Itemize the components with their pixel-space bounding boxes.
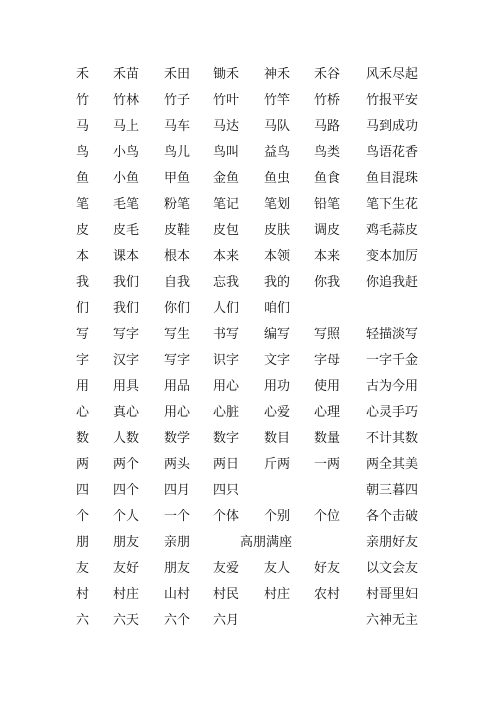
word-3-cell: 四只 <box>213 483 240 498</box>
word-5-cell: 数量 <box>314 431 341 446</box>
word-5-cell: 好友 <box>314 561 341 576</box>
idiom-cell: 古为今用 <box>366 379 419 394</box>
character-cell: 字 <box>76 353 90 368</box>
word-2-cell: 山村 <box>164 587 191 602</box>
word-5-cell: 你我 <box>314 275 341 290</box>
word-4-cell: 本领 <box>264 249 291 264</box>
idiom-cell: 变本加厉 <box>366 249 419 264</box>
word-2-cell: 你们 <box>164 301 191 316</box>
word-1-cell: 个人 <box>113 509 140 524</box>
character-cell: 笔 <box>76 197 90 212</box>
word-1-cell: 小鱼 <box>113 171 140 186</box>
word-4-cell: 我的 <box>264 275 291 290</box>
word-3-cell: 书写 <box>213 327 240 342</box>
word-row <box>0 192 500 218</box>
word-1-cell: 友好 <box>113 561 140 576</box>
word-3-cell: 个体 <box>213 509 240 524</box>
idiom-cell: 以文会友 <box>366 561 419 576</box>
word-2-cell: 马车 <box>164 119 191 134</box>
word-2-cell: 六个 <box>164 613 191 628</box>
word-2-cell: 甲鱼 <box>164 171 191 186</box>
word-1-cell: 我们 <box>113 301 140 316</box>
word-5-cell: 个位 <box>314 509 341 524</box>
character-cell: 友 <box>76 561 90 576</box>
idiom-cell: 心灵手巧 <box>366 405 419 420</box>
word-4-cell: 心爱 <box>264 405 291 420</box>
word-1-cell: 课本 <box>113 249 140 264</box>
idiom-cell: 轻描淡写 <box>366 327 419 342</box>
word-2-cell: 写字 <box>164 353 191 368</box>
word-3-cell: 村民 <box>213 587 240 602</box>
character-cell: 数 <box>76 431 90 446</box>
character-cell: 用 <box>76 379 90 394</box>
idiom-cell: 鸟语花香 <box>366 145 419 160</box>
idiom-cell: 马到成功 <box>366 119 419 134</box>
character-cell: 本 <box>76 249 90 264</box>
word-1-cell: 汉字 <box>113 353 140 368</box>
word-5-cell: 鸟类 <box>314 145 341 160</box>
word-row <box>0 62 500 88</box>
word-5-cell: 心理 <box>314 405 341 420</box>
word-2-cell: 自我 <box>164 275 191 290</box>
word-row <box>0 140 500 166</box>
word-2-cell: 数学 <box>164 431 191 446</box>
word-2-cell: 朋友 <box>164 561 191 576</box>
word-2-cell: 禾田 <box>164 67 191 82</box>
word-3-cell: 两日 <box>213 457 240 472</box>
word-4-cell: 斤两 <box>264 457 291 472</box>
word-1-cell: 竹林 <box>113 93 140 108</box>
word-row <box>0 556 500 582</box>
word-4-cell: 友人 <box>264 561 291 576</box>
word-3-cell: 用心 <box>213 379 240 394</box>
character-cell: 个 <box>76 509 90 524</box>
idiom-cell: 你追我赶 <box>366 275 419 290</box>
word-2-cell: 亲朋 <box>164 535 191 550</box>
word-1-cell: 禾苗 <box>113 67 140 82</box>
word-5-cell: 马路 <box>314 119 341 134</box>
vocabulary-sheet <box>0 62 500 634</box>
idiom-cell: 两全其美 <box>366 457 419 472</box>
word-3-cell: 六月 <box>213 613 240 628</box>
character-cell: 我 <box>76 275 90 290</box>
word-row <box>0 88 500 114</box>
idiom-cell: 亲朋好友 <box>366 535 419 550</box>
word-4-cell: 鱼虫 <box>264 171 291 186</box>
word-row <box>0 348 500 374</box>
character-cell: 写 <box>76 327 90 342</box>
word-5-cell: 鱼食 <box>314 171 341 186</box>
character-cell: 两 <box>76 457 90 472</box>
character-cell: 竹 <box>76 93 90 108</box>
idiom-cell: 竹报平安 <box>366 93 419 108</box>
idiom-cell: 朝三暮四 <box>366 483 419 498</box>
character-cell: 朋 <box>76 535 90 550</box>
idiom-cell: 不计其数 <box>366 431 419 446</box>
character-cell: 六 <box>76 613 90 628</box>
wide-phrase-cell: 高朋满座 <box>240 535 293 550</box>
idiom-cell: 笔下生花 <box>366 197 419 212</box>
word-row <box>0 244 500 270</box>
word-3-cell: 数字 <box>213 431 240 446</box>
word-1-cell: 四个 <box>113 483 140 498</box>
word-5-cell: 农村 <box>314 587 341 602</box>
idiom-cell: 风禾尽起 <box>366 67 419 82</box>
word-5-cell: 使用 <box>314 379 341 394</box>
character-cell: 鱼 <box>76 171 90 186</box>
word-1-cell: 小鸟 <box>113 145 140 160</box>
word-2-cell: 竹子 <box>164 93 191 108</box>
word-1-cell: 毛笔 <box>113 197 140 212</box>
word-row <box>0 504 500 530</box>
character-cell: 马 <box>76 119 90 134</box>
word-5-cell: 调皮 <box>314 223 341 238</box>
word-row <box>0 452 500 478</box>
character-cell: 鸟 <box>76 145 90 160</box>
word-2-cell: 四月 <box>164 483 191 498</box>
idiom-cell: 各个击破 <box>366 509 419 524</box>
word-5-cell: 写照 <box>314 327 341 342</box>
word-3-cell: 锄禾 <box>213 67 240 82</box>
word-4-cell: 数目 <box>264 431 291 446</box>
word-1-cell: 我们 <box>113 275 140 290</box>
word-2-cell: 写生 <box>164 327 191 342</box>
word-2-cell: 根本 <box>164 249 191 264</box>
word-2-cell: 用心 <box>164 405 191 420</box>
word-2-cell: 鸟儿 <box>164 145 191 160</box>
word-row <box>0 166 500 192</box>
word-4-cell: 文字 <box>264 353 291 368</box>
word-row <box>0 582 500 608</box>
word-row <box>0 296 500 322</box>
word-2-cell: 粉笔 <box>164 197 191 212</box>
word-1-cell: 用具 <box>113 379 140 394</box>
word-4-cell: 竹竿 <box>264 93 291 108</box>
word-2-cell: 皮鞋 <box>164 223 191 238</box>
word-4-cell: 个别 <box>264 509 291 524</box>
idiom-cell: 鸡毛蒜皮 <box>366 223 419 238</box>
word-row <box>0 608 500 634</box>
word-2-cell: 两头 <box>164 457 191 472</box>
word-3-cell: 人们 <box>213 301 240 316</box>
word-1-cell: 朋友 <box>113 535 140 550</box>
idiom-cell: 鱼目混珠 <box>366 171 419 186</box>
word-1-cell: 皮毛 <box>113 223 140 238</box>
word-3-cell: 友爱 <box>213 561 240 576</box>
word-5-cell: 字母 <box>314 353 341 368</box>
character-cell: 们 <box>76 301 90 316</box>
word-row <box>0 374 500 400</box>
word-5-cell: 本来 <box>314 249 341 264</box>
word-row <box>0 322 500 348</box>
word-1-cell: 写字 <box>113 327 140 342</box>
word-3-cell: 识字 <box>213 353 240 368</box>
idiom-cell: 一字千金 <box>366 353 419 368</box>
word-4-cell: 村庄 <box>264 587 291 602</box>
word-3-cell: 忘我 <box>213 275 240 290</box>
word-1-cell: 村庄 <box>113 587 140 602</box>
word-5-cell: 铅笔 <box>314 197 341 212</box>
character-cell: 禾 <box>76 67 90 82</box>
word-1-cell: 两个 <box>113 457 140 472</box>
idiom-cell: 村哥里妇 <box>366 587 419 602</box>
word-3-cell: 竹叶 <box>213 93 240 108</box>
word-row <box>0 478 500 504</box>
word-row <box>0 530 500 556</box>
word-3-cell: 马达 <box>213 119 240 134</box>
word-4-cell: 皮肤 <box>264 223 291 238</box>
word-row <box>0 400 500 426</box>
character-cell: 皮 <box>76 223 90 238</box>
word-3-cell: 鸟叫 <box>213 145 240 160</box>
word-4-cell: 神禾 <box>264 67 291 82</box>
word-1-cell: 真心 <box>113 405 140 420</box>
word-1-cell: 六天 <box>113 613 140 628</box>
character-cell: 村 <box>76 587 90 602</box>
word-4-cell: 益鸟 <box>264 145 291 160</box>
word-3-cell: 心脏 <box>213 405 240 420</box>
word-row <box>0 426 500 452</box>
word-4-cell: 马队 <box>264 119 291 134</box>
word-1-cell: 马上 <box>113 119 140 134</box>
word-3-cell: 金鱼 <box>213 171 240 186</box>
word-row <box>0 270 500 296</box>
character-cell: 四 <box>76 483 90 498</box>
word-4-cell: 用功 <box>264 379 291 394</box>
character-cell: 心 <box>76 405 90 420</box>
word-5-cell: 禾谷 <box>314 67 341 82</box>
word-4-cell: 笔划 <box>264 197 291 212</box>
word-4-cell: 咱们 <box>264 301 291 316</box>
word-5-cell: 竹桥 <box>314 93 341 108</box>
word-3-cell: 笔记 <box>213 197 240 212</box>
word-row <box>0 114 500 140</box>
word-3-cell: 皮包 <box>213 223 240 238</box>
word-2-cell: 用品 <box>164 379 191 394</box>
idiom-cell: 六神无主 <box>366 613 419 628</box>
word-4-cell: 编写 <box>264 327 291 342</box>
word-2-cell: 一个 <box>164 509 191 524</box>
word-1-cell: 人数 <box>113 431 140 446</box>
word-3-cell: 本来 <box>213 249 240 264</box>
word-5-cell: 一两 <box>314 457 341 472</box>
word-row <box>0 218 500 244</box>
